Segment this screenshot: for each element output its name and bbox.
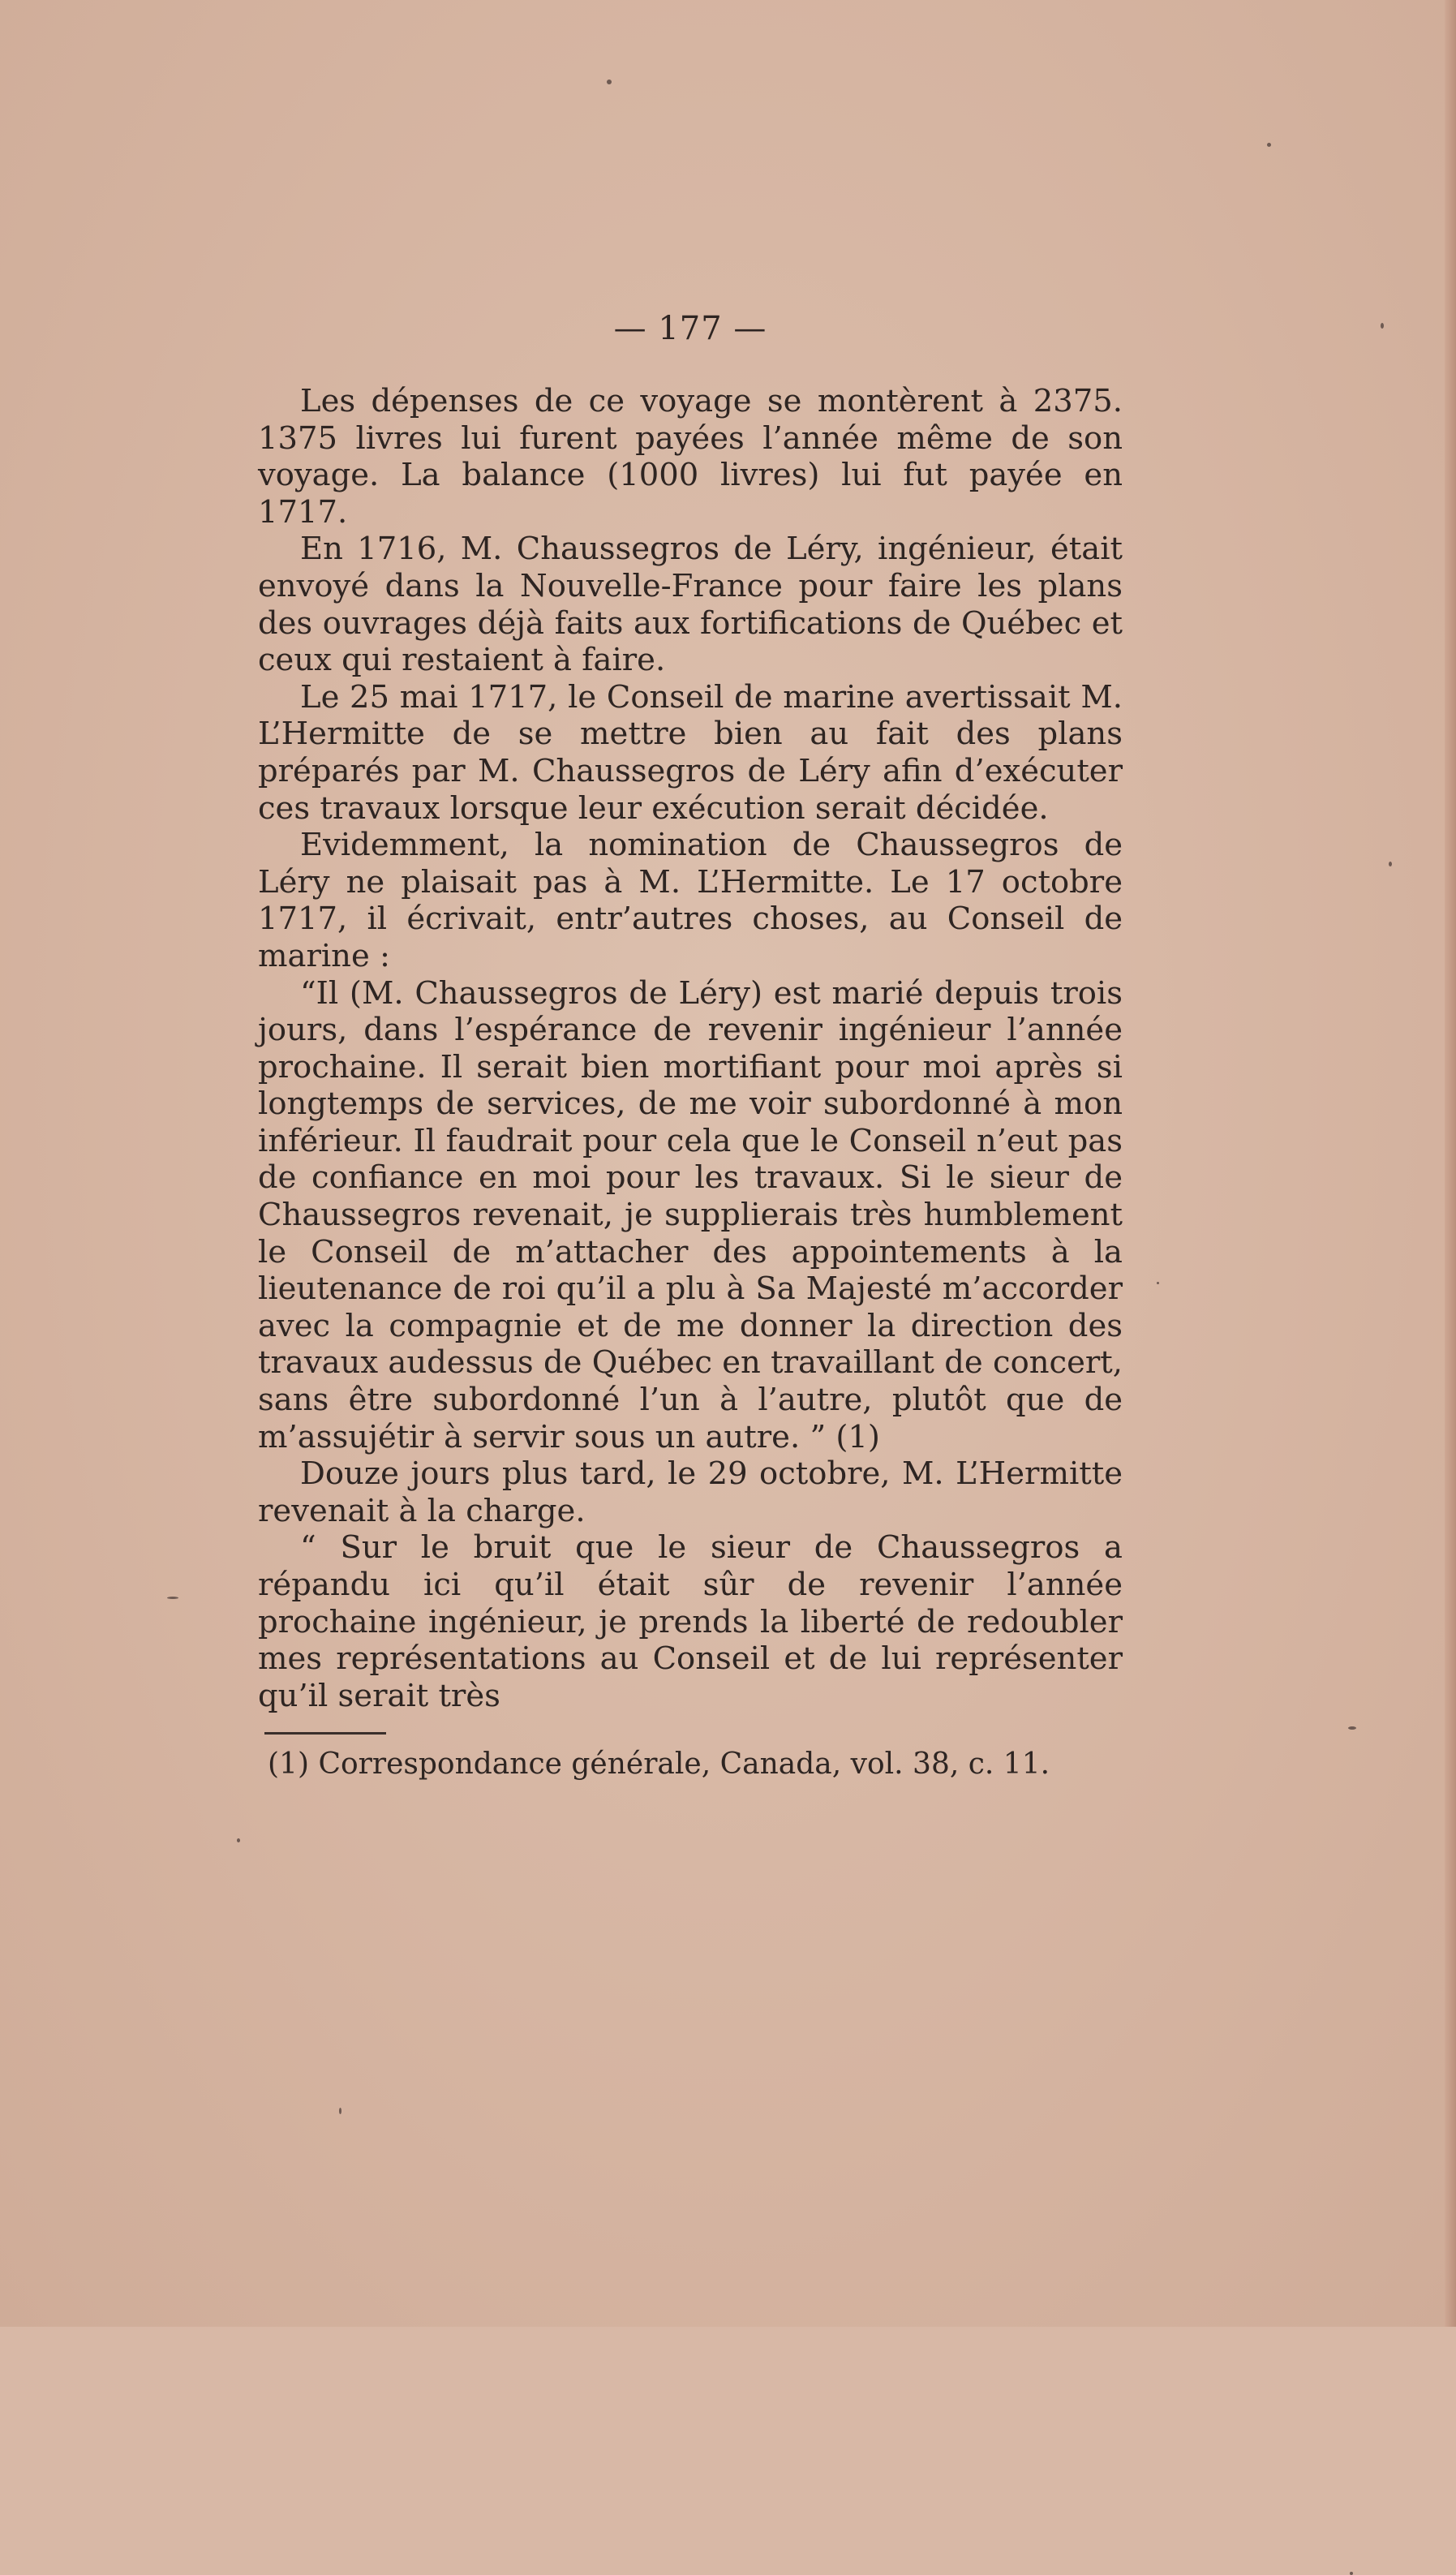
footnote-divider — [264, 1732, 386, 1735]
paper-speck — [1267, 143, 1271, 147]
text-column — [258, 308, 1123, 1783]
paper-speck — [1381, 323, 1384, 329]
page-edge — [1445, 0, 1456, 2327]
paragraph: En 1716, M. Chaussegros de Léry, ingénieur, était envoyé dans la Nouvelle-France pour faire les plans des ouvrages déjà faits aux fortifications de Québec et ceux qui restaient à faire. — [258, 531, 1123, 679]
footnote: (1) Correspondance générale, Canada, vol. 38, c. 11. — [268, 1747, 1050, 1782]
paragraph: Douze jours plus tard, le 29 octobre, M. L’Hermitte revenait à la charge. — [258, 1455, 1123, 1529]
quotation-paragraph: “ Sur le bruit que le sieur de Chaussegros a répandu ici qu’il était sûr de revenir l’année prochaine ingénieur, je prends la liberté de redoubler mes représentations au Conseil et de lui représenter qu’il serait très — [258, 1529, 1123, 1714]
paper-speck — [1348, 1726, 1356, 1730]
page-number: — 177 — — [613, 310, 767, 347]
paper-speck — [1350, 2572, 1353, 2575]
paper-speck — [607, 80, 612, 84]
paper-speck — [1389, 862, 1392, 866]
quotation-paragraph: “Il (M. Chaussegros de Léry) est marié depuis trois jours, dans l’espérance de revenir ingénieur l’année prochaine. Il serait bien mortifiant pour moi après si longtemps de services, de me voir subordonné à mon inférieur. Il faudrait pour cela que le Conseil n’eut pas de confiance en moi pour les travaux. Si le sieur de Chaussegros revenait, je supplierais très humblement le Conseil de m’attacher des appointements à la lieutenance de roi qu’il a plu à Sa Majesté m’accorder avec la compagnie et de me donner la direction des travaux audessus de Québec en travaillant de concert, sans être subordonné l’un à l’autre, plutôt que de m’assujétir à servir sous un autre. ” (1) — [258, 974, 1123, 1455]
paper-speck — [339, 2108, 341, 2114]
paper-speck — [167, 1597, 178, 1599]
paragraph: Evidemment, la nomination de Chaussegros de Léry ne plaisait pas à M. L’Hermitte. Le 17 octobre 1717, il écrivait, entr’autres choses, au Conseil de marine : — [258, 827, 1123, 974]
paper-speck — [237, 1838, 240, 1842]
paragraph: Les dépenses de ce voyage se montèrent à 2375. 1375 livres lui furent payées l’année même de son voyage. La balance (1000 livres) lui fut payée en 1717. — [258, 383, 1123, 531]
paper-speck — [1157, 1282, 1159, 1284]
paragraph: Le 25 mai 1717, le Conseil de marine avertissait M. L’Hermitte de se mettre bien au fait des plans préparés par M. Chaussegros de Léry afin d’exécuter ces travaux lorsque leur exécution serait décidée. — [258, 678, 1123, 827]
